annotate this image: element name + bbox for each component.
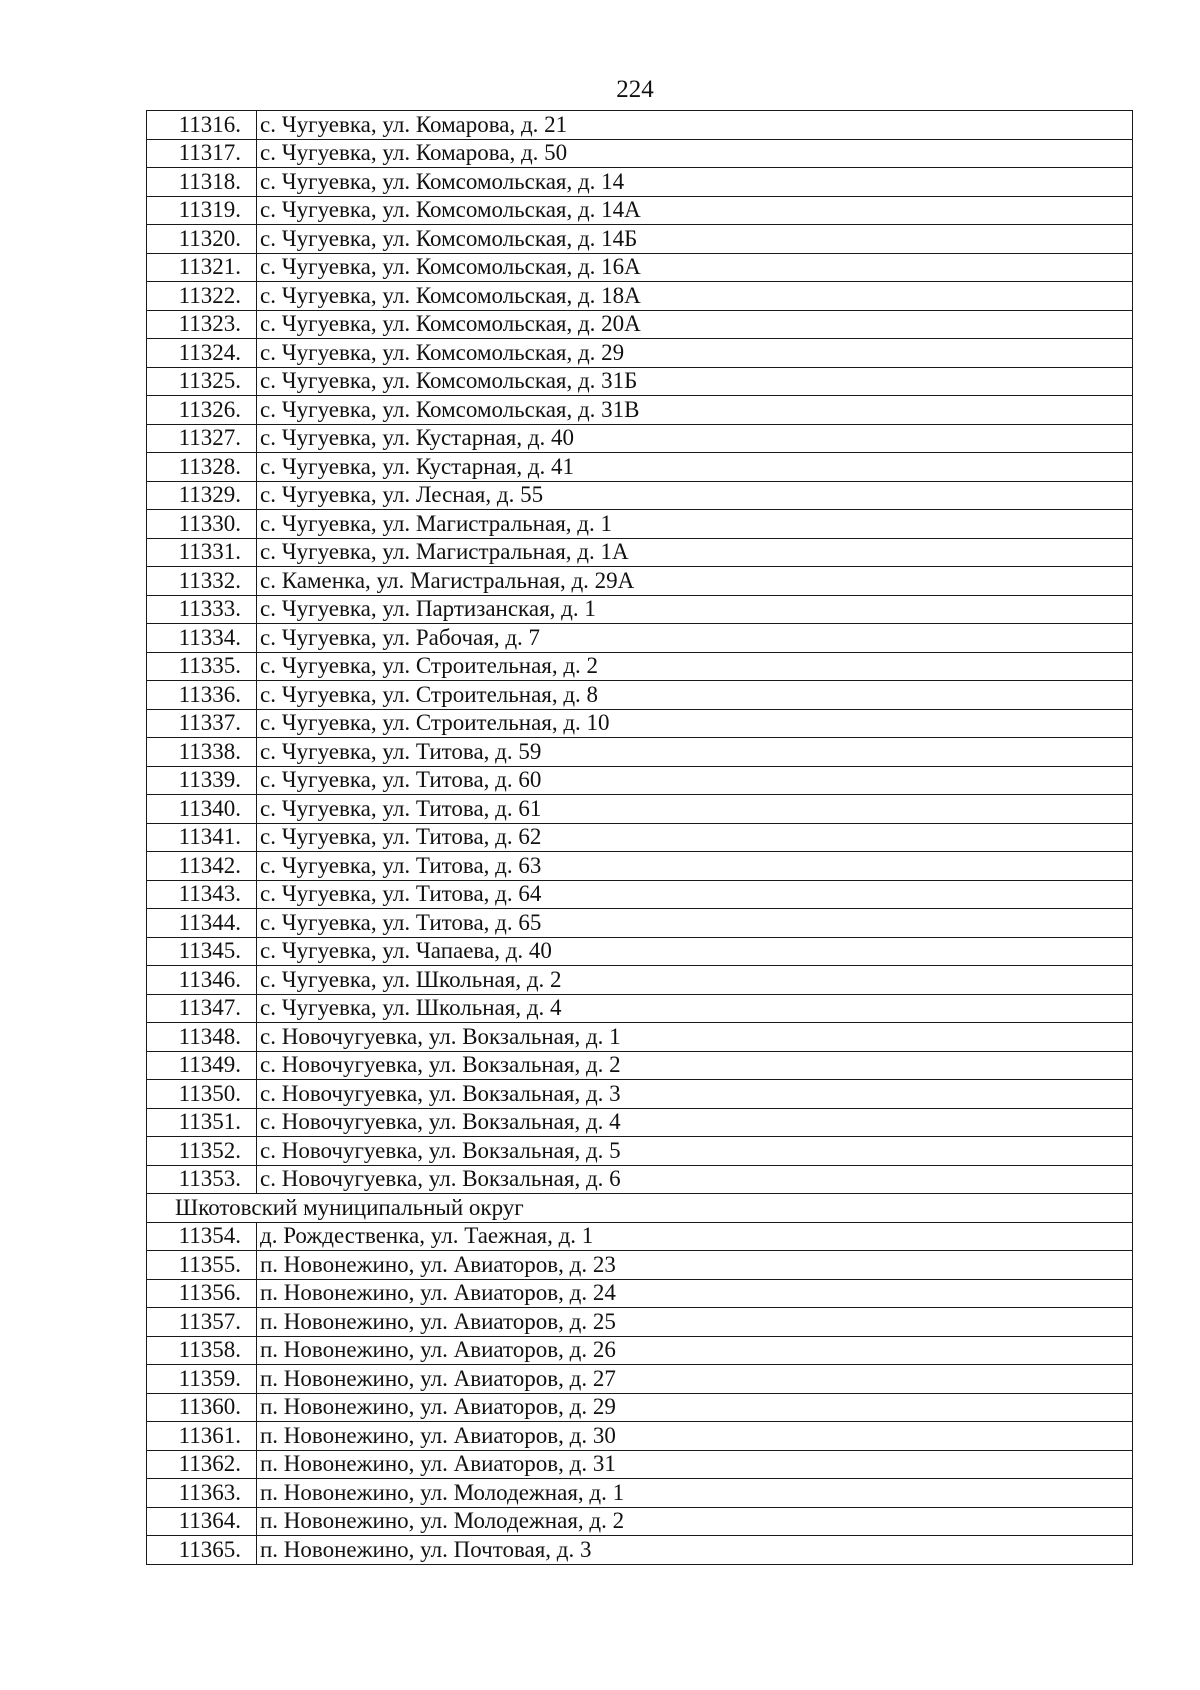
table-row [147, 253, 1133, 282]
table-row [147, 168, 1133, 197]
table-row [147, 1279, 1133, 1308]
address-table [146, 110, 1133, 1565]
row-address: с. Чугуевка, ул. Титова, д. 59 [257, 738, 1133, 767]
table-row [147, 766, 1133, 795]
row-number: 11323. [147, 310, 257, 339]
row-number: 11327. [147, 424, 257, 453]
row-address: с. Чугуевка, ул. Комсомольская, д. 16А [257, 253, 1133, 282]
row-number: 11322. [147, 282, 257, 311]
row-address: с. Чугуевка, ул. Лесная, д. 55 [257, 481, 1133, 510]
row-address: с. Чугуевка, ул. Чапаева, д. 40 [257, 937, 1133, 966]
table-row [147, 367, 1133, 396]
row-number: 11364. [147, 1507, 257, 1536]
table-row [147, 538, 1133, 567]
table-row [147, 937, 1133, 966]
row-number: 11358. [147, 1336, 257, 1365]
table-row [147, 709, 1133, 738]
row-address: п. Новонежино, ул. Авиаторов, д. 27 [257, 1365, 1133, 1394]
row-number: 11356. [147, 1279, 257, 1308]
table-row [147, 1479, 1133, 1508]
row-number: 11341. [147, 823, 257, 852]
row-address: с. Новочугуевка, ул. Вокзальная, д. 1 [257, 1023, 1133, 1052]
row-number: 11335. [147, 652, 257, 681]
row-number: 11317. [147, 139, 257, 168]
table-row [147, 567, 1133, 596]
row-number: 11321. [147, 253, 257, 282]
row-address: п. Новонежино, ул. Авиаторов, д. 30 [257, 1422, 1133, 1451]
row-number: 11318. [147, 168, 257, 197]
table-row [147, 738, 1133, 767]
table-row [147, 453, 1133, 482]
row-number: 11346. [147, 966, 257, 995]
row-address: с. Чугуевка, ул. Партизанская, д. 1 [257, 595, 1133, 624]
row-address: с. Новочугуевка, ул. Вокзальная, д. 5 [257, 1137, 1133, 1166]
row-address: с. Чугуевка, ул. Магистральная, д. 1 [257, 510, 1133, 539]
row-address: с. Чугуевка, ул. Комсомольская, д. 14Б [257, 225, 1133, 254]
row-number: 11326. [147, 396, 257, 425]
row-number: 11363. [147, 1479, 257, 1508]
row-number: 11334. [147, 624, 257, 653]
table-row [147, 652, 1133, 681]
row-address: с. Новочугуевка, ул. Вокзальная, д. 6 [257, 1165, 1133, 1194]
row-address: с. Чугуевка, ул. Рабочая, д. 7 [257, 624, 1133, 653]
table-row [147, 282, 1133, 311]
row-number: 11344. [147, 909, 257, 938]
table-row [147, 1080, 1133, 1109]
row-address: с. Чугуевка, ул. Комсомольская, д. 14А [257, 196, 1133, 225]
row-number: 11354. [147, 1222, 257, 1251]
row-number: 11348. [147, 1023, 257, 1052]
row-address: с. Чугуевка, ул. Школьная, д. 2 [257, 966, 1133, 995]
row-number: 11319. [147, 196, 257, 225]
section-header-row [147, 1194, 1133, 1223]
row-address: п. Новонежино, ул. Молодежная, д. 1 [257, 1479, 1133, 1508]
row-number: 11337. [147, 709, 257, 738]
row-address: с. Новочугуевка, ул. Вокзальная, д. 2 [257, 1051, 1133, 1080]
table-row [147, 966, 1133, 995]
row-address: с. Чугуевка, ул. Комсомольская, д. 29 [257, 339, 1133, 368]
table-row [147, 1422, 1133, 1451]
table-row [147, 1222, 1133, 1251]
table-row [147, 339, 1133, 368]
row-address: п. Новонежино, ул. Авиаторов, д. 25 [257, 1308, 1133, 1337]
row-number: 11345. [147, 937, 257, 966]
row-number: 11355. [147, 1251, 257, 1280]
table-row [147, 1251, 1133, 1280]
row-address: п. Новонежино, ул. Почтовая, д. 3 [257, 1536, 1133, 1565]
row-number: 11320. [147, 225, 257, 254]
row-address: с. Чугуевка, ул. Комсомольская, д. 20А [257, 310, 1133, 339]
table-row [147, 196, 1133, 225]
row-address: с. Чугуевка, ул. Комсомольская, д. 31Б [257, 367, 1133, 396]
row-number: 11338. [147, 738, 257, 767]
row-address: с. Чугуевка, ул. Строительная, д. 8 [257, 681, 1133, 710]
table-row [147, 1336, 1133, 1365]
row-address: с. Чугуевка, ул. Кустарная, д. 40 [257, 424, 1133, 453]
row-address: с. Чугуевка, ул. Титова, д. 60 [257, 766, 1133, 795]
row-number: 11352. [147, 1137, 257, 1166]
row-number: 11343. [147, 880, 257, 909]
table-row [147, 994, 1133, 1023]
row-address: с. Чугуевка, ул. Титова, д. 65 [257, 909, 1133, 938]
row-number: 11347. [147, 994, 257, 1023]
table-row [147, 1450, 1133, 1479]
table-row [147, 795, 1133, 824]
table-row [147, 1108, 1133, 1137]
table-body [147, 111, 1133, 1565]
table-row [147, 424, 1133, 453]
table-row [147, 1137, 1133, 1166]
table-row [147, 1051, 1133, 1080]
table-row [147, 1536, 1133, 1565]
row-address: п. Новонежино, ул. Авиаторов, д. 26 [257, 1336, 1133, 1365]
row-number: 11357. [147, 1308, 257, 1337]
row-number: 11342. [147, 852, 257, 881]
table-row [147, 139, 1133, 168]
row-number: 11351. [147, 1108, 257, 1137]
table-row [147, 396, 1133, 425]
table-row [147, 225, 1133, 254]
row-number: 11325. [147, 367, 257, 396]
row-number: 11359. [147, 1365, 257, 1394]
table-row [147, 880, 1133, 909]
table-row [147, 1365, 1133, 1394]
row-number: 11361. [147, 1422, 257, 1451]
table-row [147, 1023, 1133, 1052]
row-address: с. Чугуевка, ул. Титова, д. 64 [257, 880, 1133, 909]
row-address: с. Чугуевка, ул. Комарова, д. 50 [257, 139, 1133, 168]
row-number: 11339. [147, 766, 257, 795]
row-number: 11324. [147, 339, 257, 368]
row-address: с. Чугуевка, ул. Строительная, д. 10 [257, 709, 1133, 738]
row-number: 11331. [147, 538, 257, 567]
row-address: д. Рождественка, ул. Таежная, д. 1 [257, 1222, 1133, 1251]
row-number: 11336. [147, 681, 257, 710]
row-address: с. Чугуевка, ул. Титова, д. 62 [257, 823, 1133, 852]
table-row [147, 1507, 1133, 1536]
table-row [147, 1165, 1133, 1194]
row-number: 11328. [147, 453, 257, 482]
row-address: с. Чугуевка, ул. Школьная, д. 4 [257, 994, 1133, 1023]
row-number: 11330. [147, 510, 257, 539]
table-row [147, 823, 1133, 852]
row-address: с. Новочугуевка, ул. Вокзальная, д. 3 [257, 1080, 1133, 1109]
table-row [147, 909, 1133, 938]
table-row [147, 111, 1133, 140]
row-address: с. Чугуевка, ул. Титова, д. 63 [257, 852, 1133, 881]
row-number: 11340. [147, 795, 257, 824]
row-number: 11316. [147, 111, 257, 140]
table-row [147, 510, 1133, 539]
row-number: 11332. [147, 567, 257, 596]
row-address: с. Чугуевка, ул. Строительная, д. 2 [257, 652, 1133, 681]
row-number: 11333. [147, 595, 257, 624]
row-address: п. Новонежино, ул. Молодежная, д. 2 [257, 1507, 1133, 1536]
row-address: с. Чугуевка, ул. Комсомольская, д. 14 [257, 168, 1133, 197]
row-address: п. Новонежино, ул. Авиаторов, д. 31 [257, 1450, 1133, 1479]
table-row [147, 481, 1133, 510]
row-number: 11349. [147, 1051, 257, 1080]
row-number: 11362. [147, 1450, 257, 1479]
row-address: с. Чугуевка, ул. Комсомольская, д. 31В [257, 396, 1133, 425]
section-title: Шкотовский муниципальный округ [147, 1194, 1133, 1223]
row-number: 11329. [147, 481, 257, 510]
table-row [147, 624, 1133, 653]
table-row [147, 852, 1133, 881]
table-row [147, 595, 1133, 624]
table-row [147, 1393, 1133, 1422]
row-number: 11360. [147, 1393, 257, 1422]
row-number: 11353. [147, 1165, 257, 1194]
table-row [147, 1308, 1133, 1337]
row-address: с. Чугуевка, ул. Титова, д. 61 [257, 795, 1133, 824]
row-address: с. Чугуевка, ул. Магистральная, д. 1А [257, 538, 1133, 567]
row-address: п. Новонежино, ул. Авиаторов, д. 24 [257, 1279, 1133, 1308]
row-address: с. Чугуевка, ул. Комсомольская, д. 18А [257, 282, 1133, 311]
row-address: п. Новонежино, ул. Авиаторов, д. 29 [257, 1393, 1133, 1422]
table-row [147, 310, 1133, 339]
page-number: 224 [616, 76, 654, 103]
row-address: п. Новонежино, ул. Авиаторов, д. 23 [257, 1251, 1133, 1280]
table-row [147, 681, 1133, 710]
row-number: 11365. [147, 1536, 257, 1565]
row-address: с. Чугуевка, ул. Кустарная, д. 41 [257, 453, 1133, 482]
row-address: с. Новочугуевка, ул. Вокзальная, д. 4 [257, 1108, 1133, 1137]
row-address: с. Чугуевка, ул. Комарова, д. 21 [257, 111, 1133, 140]
row-number: 11350. [147, 1080, 257, 1109]
row-address: с. Каменка, ул. Магистральная, д. 29А [257, 567, 1133, 596]
